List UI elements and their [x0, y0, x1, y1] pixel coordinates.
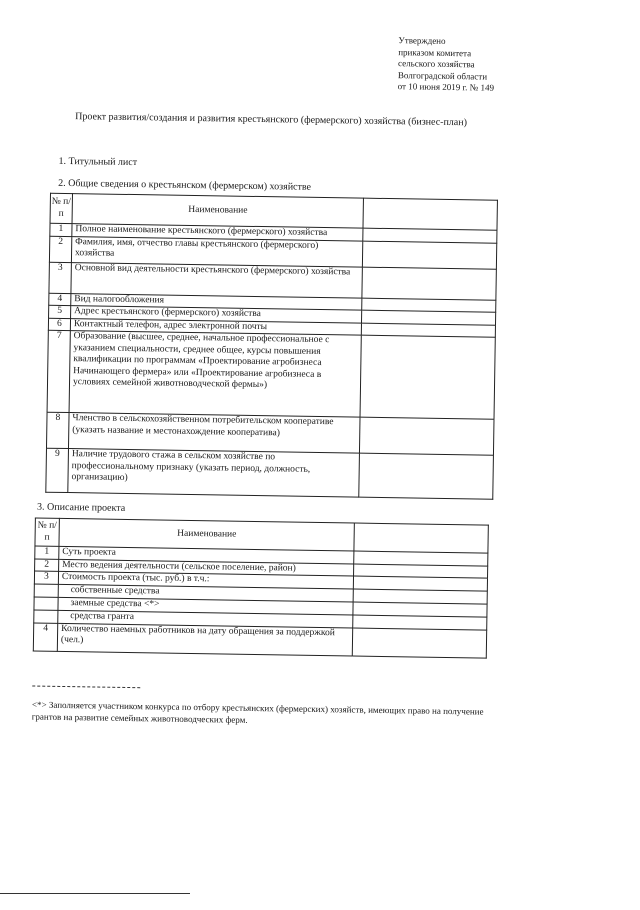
row-num: 3: [34, 571, 58, 584]
row-num: [34, 597, 58, 610]
row-label: Стоимость проекта (тыс. руб.) в т.ч.:: [58, 571, 354, 588]
row-value-cell[interactable]: [363, 241, 497, 269]
row-label: Полное наименование крестьянского (фермерского) хозяйства: [72, 224, 364, 241]
row-label: Основной вид деятельности крестьянского (фермерского) хозяйства: [71, 262, 363, 298]
row-num: 9: [46, 448, 69, 492]
row-value-cell[interactable]: [360, 335, 495, 419]
row-num: 1: [50, 223, 72, 236]
header-name: Наименование: [59, 518, 355, 551]
row-label: Суть проекта: [59, 546, 355, 563]
approval-line: приказом комитета: [398, 46, 472, 58]
row-num: 4: [33, 623, 57, 651]
table-row: [46, 448, 494, 499]
row-num: 4: [49, 293, 71, 306]
approval-line: от 10 июня 2019 г. № 149: [397, 81, 495, 93]
row-label: Адрес крестьянского (фермерского) хозяйства: [70, 306, 362, 323]
row-value-cell[interactable]: [353, 628, 487, 658]
footnote-separator: [32, 686, 140, 689]
row-label: Вид налогообложения: [71, 293, 363, 310]
row-label: Фамилия, имя, отчество главы крестьянского (фермерского) хозяйства: [71, 236, 363, 267]
approval-line: Утверждено: [398, 35, 446, 46]
row-label: средства гранта: [58, 610, 354, 628]
row-num: 2: [35, 559, 59, 572]
header-name: Наименование: [72, 194, 364, 229]
row-num: 8: [46, 412, 69, 448]
general-info-table: [45, 193, 498, 500]
document-title: Проект развития/создания и развития крестьянского (фермерского) хозяйства (бизнес-план): [75, 111, 468, 129]
row-num: 7: [47, 330, 70, 412]
row-num: [34, 584, 58, 597]
approval-stamp: [398, 35, 495, 94]
row-num: 6: [48, 318, 70, 331]
row-label: Наличие трудового стажа в сельском хозяйстве по профессиональному признаку (указать период, должность, организацию): [68, 449, 360, 498]
section-heading-3: 3. Описание проекта: [36, 501, 126, 514]
project-description-table: [33, 518, 489, 659]
row-label: Образование (высшее, среднее, начальное профессиональное с указанием специальности, среднее общее, курсы повышения квалификации по программам «Проектирование агробизнеса Начинающего фермера» или «Проектирование агробизнеса в условиях семейной животноводческой фермы»): [69, 331, 362, 418]
row-value-cell[interactable]: [360, 417, 494, 455]
section-heading-2: 2. Общие сведения о крестьянском (фермерском) хозяйстве: [58, 177, 312, 193]
header-num: № п/п: [50, 193, 72, 223]
row-label: Контактный телефон, адрес электронной почты: [70, 318, 362, 335]
footnote: <*> Заполняется участником конкурса по отбору крестьянских (фермерских) хозяйств, имеющих право на получение грантов на развитие семейных животноводческих ферм.: [31, 699, 484, 725]
row-label: Членство в сельскохозяйственном потребительском кооперативе (указать название и местонахождение кооператива): [68, 413, 360, 454]
table-row: [33, 623, 486, 658]
row-label: собственные средства: [58, 584, 354, 602]
approval-line: Волгоградской области: [397, 69, 488, 82]
row-label: Количество наемных работников на дату обращения за поддержкой (чел.): [57, 623, 353, 656]
header-value: [363, 198, 497, 230]
row-num: 1: [35, 546, 59, 559]
row-value-cell[interactable]: [359, 453, 493, 499]
header-value: [354, 523, 488, 553]
header-num: № п/п: [35, 518, 59, 546]
row-label: заемные средства <*>: [58, 597, 354, 615]
table-row: [47, 330, 495, 419]
row-num: 2: [49, 236, 71, 262]
row-num: 3: [49, 262, 71, 293]
row-num: 5: [49, 305, 71, 318]
row-num: [34, 610, 58, 623]
section-heading-1: 1. Титульный лист: [58, 155, 138, 169]
approval-line: сельского хозяйства: [398, 58, 475, 70]
row-value-cell[interactable]: [362, 267, 496, 300]
page-bottom-rule: [0, 893, 190, 894]
row-label: Место ведения деятельности (сельское поселение, район): [59, 559, 355, 576]
